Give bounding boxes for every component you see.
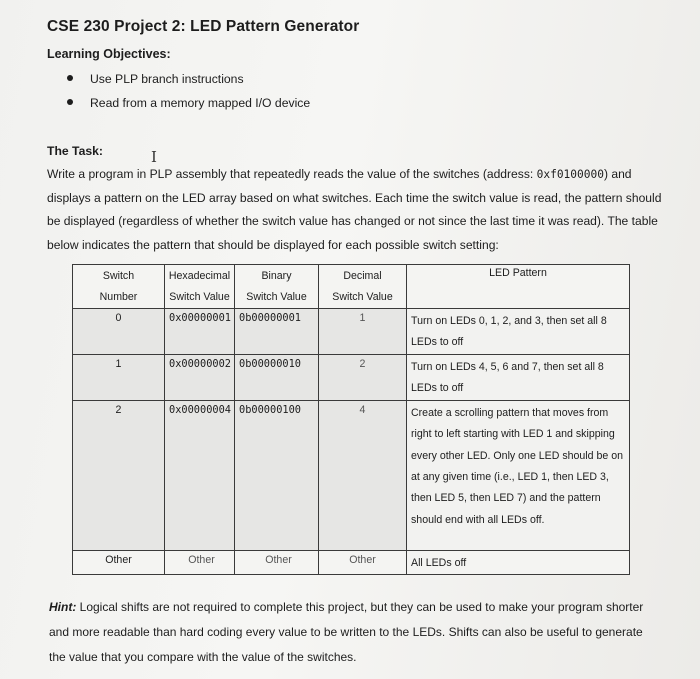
table-row — [73, 550, 630, 574]
hint-paragraph — [49, 595, 659, 670]
table-row — [73, 400, 630, 550]
table-header-row — [73, 265, 630, 309]
objective-text: Use PLP branch instructions — [90, 72, 244, 86]
cell-number: Other — [73, 550, 165, 574]
table-row — [73, 309, 630, 355]
cell-number: 1 — [73, 355, 165, 401]
cell-number: 0 — [73, 309, 165, 355]
header-led-pattern: LED Pattern — [407, 265, 630, 309]
task-text-1: Write a program in PLP assembly that repeatedly reads the value of the switches (address: — [47, 167, 537, 181]
bullet-icon — [67, 99, 73, 105]
task-text-2: ) and displays a pattern on the LED array based on what switches. Each time the switch value is read, the pattern should be displayed (regardless of whether the switch value has changed or not since the last time it was read). — [47, 167, 662, 229]
task-description — [47, 163, 663, 257]
cell-hex: Other — [165, 550, 235, 574]
page-title: CSE 230 Project 2: LED Pattern Generator — [47, 18, 360, 35]
switch-address: 0xf0100000 — [536, 168, 604, 181]
cell-pattern: Create a scrolling pattern that moves from right to left starting with LED 1 and skipping every other LED. Only one LED should be on at any given time (i.e., LED 1, then LED 3, then LED 5, then LED 7) and the pattern should end with all LEDs off. — [407, 400, 630, 550]
task-text-3: The table below indicates the pattern that should be displayed for each possible switch setting: — [47, 214, 658, 252]
cell-pattern: All LEDs off — [407, 550, 630, 574]
header-hex: Hexadecimal Switch Value — [165, 265, 235, 309]
cell-binary: 0b00000010 — [235, 355, 319, 401]
bullet-icon — [67, 75, 73, 81]
cell-decimal: 4 — [319, 400, 407, 550]
task-heading: The Task: — [47, 144, 103, 158]
cell-binary: 0b00000100 — [235, 400, 319, 550]
hint-label: Hint: — [49, 600, 77, 614]
table-row — [73, 355, 630, 401]
cell-decimal: 2 — [319, 355, 407, 401]
cell-binary: Other — [235, 550, 319, 574]
cell-decimal: 1 — [319, 309, 407, 355]
cell-decimal: Other — [319, 550, 407, 574]
hint-text: Logical shifts are not required to complete this project, but they can be used to make your program shorter and more readable than hard coding every value to be written to the LEDs. Shifts can also be useful to generate the value that you compare with the value of the switches. — [49, 600, 644, 664]
objectives-list — [65, 70, 310, 118]
cell-hex: 0x00000001 — [165, 309, 235, 355]
cell-pattern: Turn on LEDs 4, 5, 6 and 7, then set all 8 LEDs to off — [407, 355, 630, 401]
objective-item — [65, 70, 310, 94]
header-switch-number: Switch Number — [73, 265, 165, 309]
objective-text: Read from a memory mapped I/O device — [90, 96, 311, 110]
header-decimal: Decimal Switch Value — [319, 265, 407, 309]
cell-pattern: Turn on LEDs 0, 1, 2, and 3, then set all 8 LEDs to off — [407, 309, 630, 355]
cell-number: 2 — [73, 400, 165, 550]
cell-hex: 0x00000004 — [165, 400, 235, 550]
learning-objectives-heading: Learning Objectives: — [47, 47, 171, 61]
led-pattern-table — [72, 264, 630, 575]
cell-binary: 0b00000001 — [235, 309, 319, 355]
cell-hex: 0x00000002 — [165, 355, 235, 401]
text-cursor-icon: I — [151, 148, 157, 166]
header-binary: Binary Switch Value — [235, 265, 319, 309]
objective-item — [65, 94, 310, 118]
